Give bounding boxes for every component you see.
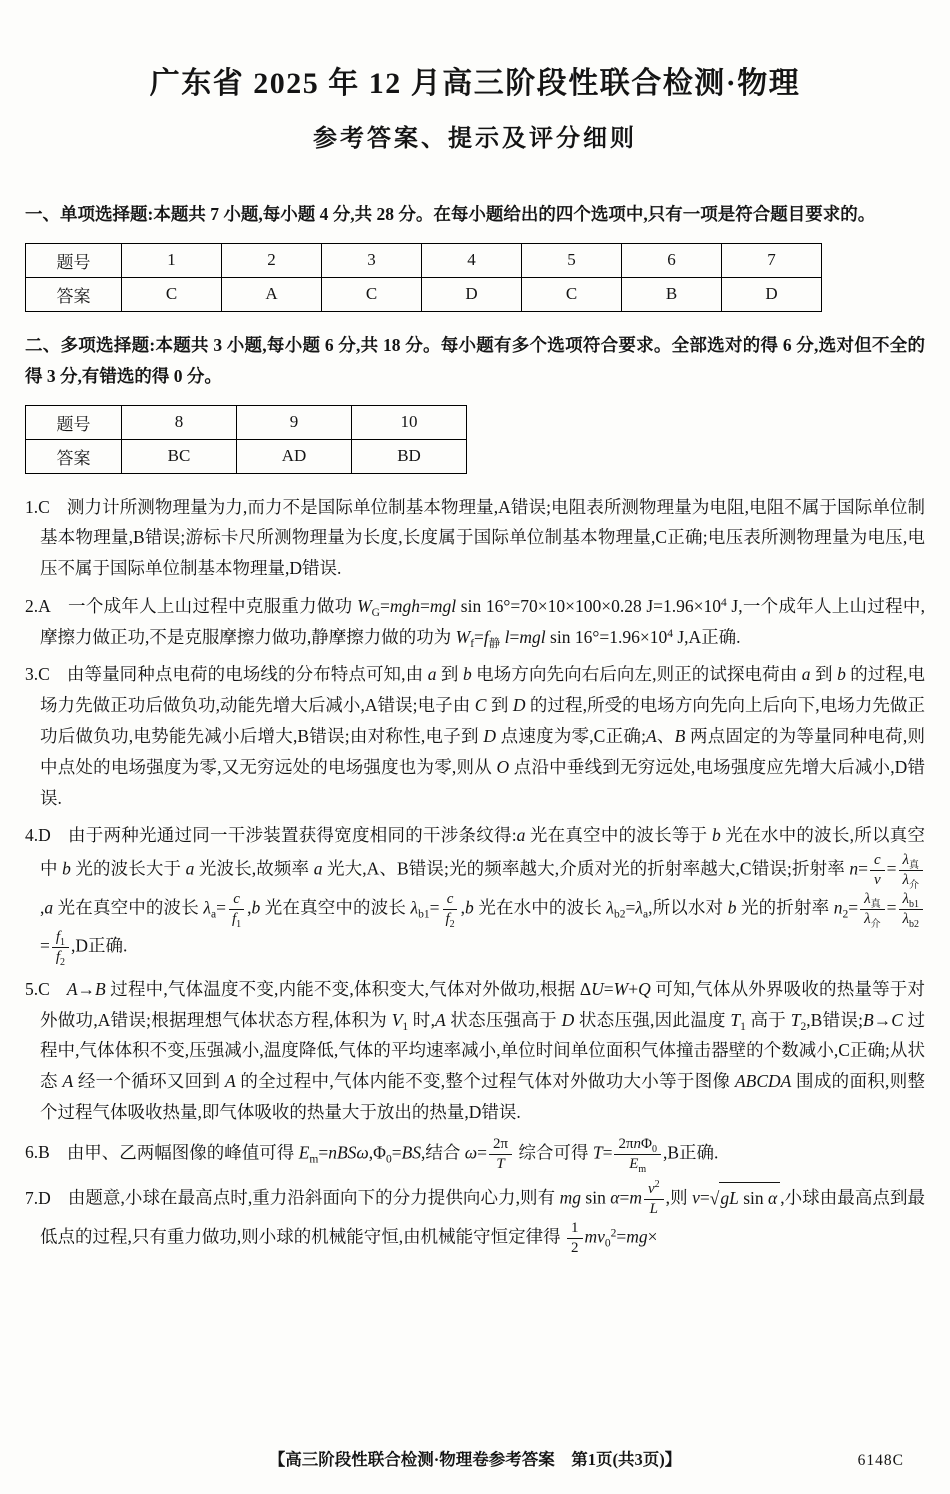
math-variable: v [873,872,881,889]
math-variable: b [727,897,737,918]
question-number-cell: 1 [122,243,222,277]
answer-label: 5.C [25,978,50,999]
math-variable: E [629,1155,639,1172]
question-number-row [26,243,822,277]
math-variable: n [849,858,859,879]
page-subtitle: 参考答案、提示及评分细则 [313,126,637,152]
explanations-section [25,492,925,1258]
answer-label: 7.D [25,1187,51,1208]
math-variable: Q [638,978,651,999]
math-variable: n [633,1135,642,1152]
math-variable: f [445,910,450,927]
section1-heading: 一、单项选择题:本题共 7 小题,每小题 4 分,共 28 分。在每小题给出的四个选项中,只有一项是符合题目要求的。 [25,204,876,224]
explanation-item: 5.C A→B 过程中,气体温度不变,内能不变,体积变大,气体对外做功,根据 ΔU=W+Q 可知,气体从外界吸收的热量等于对外做功,A错误;根据理想气体状态方程,体积为 $V_1$ 时,A 状态压强高于 D 状态压强,因此温度 $T_1$ 高于 $T_2,B$错误;B→C 过程中,气体体积不变,压强减小,温度降低,气体的平均速率减小,单位时间单位面积气体撞击器壁的个数减小,C正确;从状态 A 经一个循环又回到 A 的全过程中,气体内能不变,整个过程气体对外做功大小等于图像 ABCDA 围成的面积,则整个过程气体吸收热量,即气体吸收的热量大于放出的热量,D错误. [25,978,926,1122]
explanation-item: 3.C 由等量同种点电荷的电场线的分布特点可知,由 a 到 b 电场方向先向右后向左,则正的试探电荷由 a 到 b 的过程,电场力先做正功后做负功,动能先增大后减小,A错误;电子由 C 到 D 的过程,所受的电场方向先向上后向下,电场力先做正功后做负功,电势能先减小后增大,B错误;由对称性,电子到 D 点速度为零,C正确;A、B 两点固定的为等量同种电荷,则中点处的电场强度为零,又无穷远处的电场强度也为零,则从 O 点沿中垂线到无穷远处,电场强度应先增大后减小,D错误. [25,664,926,808]
question-number-cell: 6 [622,243,722,277]
math-variable: m [629,1187,642,1208]
math-variable: a [185,858,195,879]
math-variable: U [591,978,604,999]
math-variable: nBSω [328,1142,369,1163]
math-variable: v [692,1187,700,1208]
math-variable: a [44,897,54,918]
math-variable: L [649,1201,658,1217]
math-variable: b [62,858,71,879]
math-variable: b [462,664,472,685]
answer-cell: B [622,277,722,311]
math-variable: A [434,1009,446,1030]
answer-cell: BD [352,439,467,473]
math-variable: ABCDA [734,1071,792,1092]
single-choice-answer-table [25,243,822,312]
footer-code: 6148C [857,1452,904,1469]
math-variable: mgh [389,595,420,616]
math-variable: c [873,852,881,869]
math-variable: V [391,1009,403,1030]
math-variable: λ [606,897,614,918]
math-variable: A [224,1071,236,1092]
answer-label: 1.C [25,496,50,517]
math-variable: λ [902,852,910,869]
math-variable: C [891,1009,903,1030]
fraction: $\frac{\lambda_真}{\lambda_介}$ [899,851,924,890]
answer-label: 3.C [25,664,50,685]
math-variable: D [561,1009,575,1030]
math-variable: mgl [519,626,546,647]
question-number-cell: 8 [122,405,237,439]
math-variable: B [862,1009,874,1030]
document-page [25,58,926,1469]
answer-cell: D [422,277,522,311]
math-variable: l [504,626,510,647]
math-variable: λ [902,910,910,927]
math-variable: v [647,1181,655,1198]
math-variable: λ [203,897,211,918]
explanation-item: 6.B 由甲、乙两幅图像的峰值可得 $E_m=nBS\omega,\Phi_0=BS$,结合 ω= $\frac{2\pi}{T}$ 综合可得 T= $\frac{2\pi n\Phi_0}{E_m}$ ,B正确. [25,1135,719,1175]
question-number-cell: 4 [422,243,522,277]
math-variable: α [610,1187,620,1208]
math-variable: c [233,890,240,907]
answer-label: 6.B [25,1142,50,1163]
square-root: √gL sin α [710,1182,780,1214]
row-label-cell: 题号 [26,405,122,439]
multi-choice-answer-table [25,405,467,474]
math-variable: α [768,1187,778,1208]
fraction: $\frac{\lambda_真}{\lambda_介}$ [860,890,885,929]
math-variable: f [483,626,489,647]
math-variable: E [298,1142,310,1163]
math-variable: mg [626,1226,648,1247]
fraction: $\frac{c}{f_1}$ [228,890,245,929]
math-variable: λ [864,910,871,927]
math-variable: b [465,897,474,918]
math-variable: T [496,1155,505,1172]
math-variable: f [55,949,61,966]
page-title: 广东省 2025 年 12 月高三阶段性联合检测·物理 [149,67,801,100]
math-variable: T [790,1009,801,1030]
math-variable: b [837,664,846,685]
math-variable: B [95,978,106,999]
math-variable: λ [635,897,643,918]
question-number-cell: 9 [237,405,352,439]
math-variable: a [516,825,526,846]
math-variable: O [496,756,510,777]
math-variable: λ [864,890,871,907]
answer-cell: C [322,277,422,311]
math-variable: f [55,929,61,946]
fraction: $\frac{2\pi}{T}$ [489,1135,512,1174]
question-number-row [26,405,467,439]
answer-cell: D [722,277,822,311]
question-number-cell: 3 [322,243,422,277]
math-variable: a [427,664,437,685]
row-label-cell: 题号 [26,243,122,277]
footer-text: 【高三阶段性联合检测·物理卷参考答案 第1页(共3页)】 [268,1450,682,1469]
answer-label: 4.D [25,825,51,846]
math-variable: n [833,897,843,918]
question-number-cell: 2 [222,243,322,277]
row-label-cell: 答案 [26,439,122,473]
answer-row [26,439,467,473]
math-variable: BS [401,1142,422,1163]
answer-label: 2.A [25,595,51,616]
page-footer [0,1446,950,1470]
fraction: $\frac{2\pi n\Phi_0}{E_m}$ [614,1135,661,1174]
answer-row [26,277,822,311]
math-variable: b [251,897,261,918]
answer-cell: C [522,277,622,311]
fraction: $\frac{\lambda_{b1}}{\lambda_{b2}}$ [899,890,924,929]
math-variable: f [231,910,237,927]
answer-cell: BC [122,439,237,473]
math-variable: a [313,858,323,879]
math-variable: W [613,978,629,999]
math-variable: c [446,890,454,907]
answer-cell: A [222,277,322,311]
math-variable: λ [902,890,910,907]
math-variable: W [357,595,372,616]
math-variable: λ [410,897,419,918]
math-variable: D [512,695,526,716]
math-variable: mv [584,1226,605,1247]
fraction: $\frac{c}{f_2}$ [442,890,459,929]
fraction [870,851,885,890]
math-variable: T [592,1142,603,1163]
math-variable: A [645,726,657,747]
math-variable: A [62,1071,74,1092]
math-variable: mg [559,1187,581,1208]
math-variable: b [712,825,721,846]
math-variable: ω [464,1142,478,1163]
answer-cell: C [122,277,222,311]
math-variable: A [66,978,78,999]
math-variable: λ [902,872,910,889]
math-variable: gL [720,1187,739,1208]
fraction: $\frac{1}{2}$ [567,1219,583,1258]
section2-heading: 二、多项选择题:本题共 3 小题,每小题 6 分,共 18 分。每小题有多个选项符合要求。全部选对的得 6 分,选对但不全的得 3 分,有错选的得 0 分。 [25,334,925,386]
question-number-cell: 5 [522,243,622,277]
explanation-item: 2.A 一个成年人上山过程中克服重力做功 $W_G=mgh=mgl$ sin 16°=70×10×100×0.28 $J=1.96\times 10^4$ J,一个成年人上山过程中,摩擦力做正功,不是克服摩擦力做功,静摩擦力做的功为 $W_f=f_静$ l=mgl $\sin 16^\circ=1.96\times 10^4$ J,A正确. [25,595,926,650]
math-variable: B [674,726,686,747]
math-variable: W [455,626,471,647]
fraction: $\frac{v^2}{L}$ [644,1180,664,1219]
explanation-item: 1.C 测力计所测物理量为力,而力不是国际单位制基本物理量,A错误;电阻表所测物理量为电阻,电阻不属于国际单位制基本物理量,B错误;游标卡尺所测物理量为长度,长度属于国际单位制基本物理量,C正确;电压表所测物理量为电压,电压不属于国际单位制基本物理量,D错误. [25,496,925,579]
fraction: $\frac{f_1}{f_2}$ [52,928,69,967]
question-number-cell: 7 [722,243,822,277]
math-variable: D [483,726,496,747]
math-variable: T [730,1009,741,1030]
math-variable: mgl [429,595,457,616]
math-variable: a [801,664,811,685]
math-variable: C [474,695,487,716]
row-label-cell: 答案 [26,277,122,311]
explanation-item: 4.D 由于两种光通过同一干涉装置获得宽度相同的干涉条纹得:a 光在真空中的波长等于 b 光在水中的波长,所以真空中 b 光的波长大于 a 光波长,故频率 a 光大,A、B错误;光的频率越大,介质对光的折射率越大,C错误;折射率 n= $\frac{c}{v}$ = $\frac{\lambda_真}{\lambda_介}$ ,a 光在真空中的波长 $\lambda_a=$ $\frac{c}{f_1}$ ,b 光在真空中的波长 $\lambda_{b1}=$ $\frac{c}{f_2}$ ,b 光在水中的波长 $\lambda_{b2}=\lambda_a$,所以水对 b 光的折射率 $n_2=$ $\frac{\lambda_真}{\lambda_介}$ = $\frac{\lambda_{b1}}{\lambda_{b2}}$ = $\frac{f_1}{f_2}$ ,D正确. [25,825,925,969]
explanation-item: 7.D 由题意,小球在最高点时,重力沿斜面向下的分力提供向心力,则有 mg sin α=m $\frac{v^2}{L}$ ,则 v=√gL sin α ,小球由最高点到最低点的过程,只有重力做功,则小球的机械能守恒,由机械能守恒定律得 $\frac{1}{2}$ $mv_0^2=mg\times$ [25,1179,926,1256]
answer-cell: AD [237,439,352,473]
question-number-cell: 10 [352,405,467,439]
